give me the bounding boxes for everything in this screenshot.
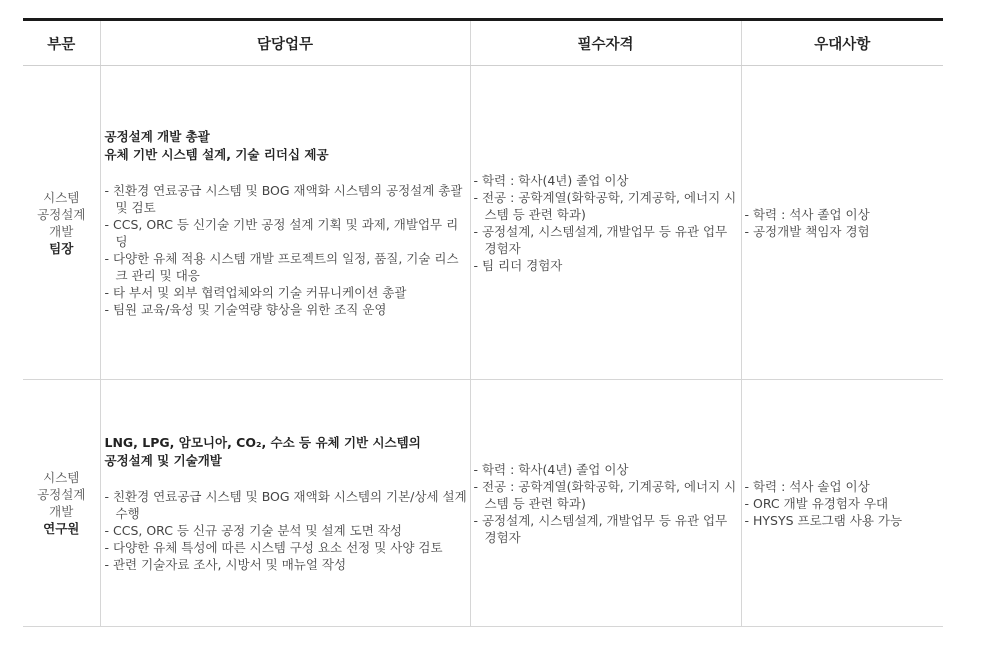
duty-item: - 친환경 연료공급 시스템 및 BOG 재액화 시스템의 기본/상세 설계 수행 bbox=[105, 488, 470, 522]
column-header-duties: 담당업무 bbox=[100, 20, 470, 66]
duty-item: - 타 부서 및 외부 협력업체와의 기술 커뮤니케이션 총괄 bbox=[105, 284, 470, 301]
dept-line: 개발 bbox=[49, 223, 74, 239]
preference-item: - ORC 개발 유경험자 우대 bbox=[745, 495, 944, 512]
table-row bbox=[23, 66, 943, 380]
duty-list bbox=[105, 182, 470, 318]
dept-line: 시스템 bbox=[43, 189, 80, 205]
column-header-preferences: 우대사항 bbox=[741, 20, 943, 66]
column-header-requirements: 필수자격 bbox=[470, 20, 741, 66]
duty-item: - 관련 기술자료 조사, 시방서 및 매뉴얼 작성 bbox=[105, 556, 470, 573]
dept-cell bbox=[23, 66, 100, 380]
role-title: 연구원 bbox=[43, 521, 80, 536]
dept-line: 개발 bbox=[49, 504, 74, 519]
duty-summary-line: LNG, LPG, 암모니아, CO₂, 수소 등 유체 기반 시스템의 bbox=[104, 434, 421, 450]
dept-line: 시스템 bbox=[43, 470, 80, 485]
duty-item: - CCS, ORC 등 신기술 기반 공정 설계 기획 및 과제, 개발업무 리딩 bbox=[105, 216, 470, 250]
dept-line: 공정설계 bbox=[37, 487, 86, 502]
role-title: 팀장 bbox=[49, 240, 74, 256]
duty-item: - CCS, ORC 등 신규 공정 기술 분석 및 설계 도면 작성 bbox=[105, 522, 470, 539]
duty-item: - 친환경 연료공급 시스템 및 BOG 재액화 시스템의 공정설계 총괄 및 검토 bbox=[105, 182, 470, 216]
duties-cell bbox=[100, 66, 470, 380]
duties-cell bbox=[100, 380, 470, 627]
preference-item: - 학력 : 석사 졸업 이상 bbox=[745, 206, 944, 223]
requirement-list bbox=[474, 172, 741, 274]
dept-cell bbox=[23, 380, 100, 627]
table-header-row bbox=[23, 20, 943, 66]
duty-item: - 팀원 교육/육성 및 기술역량 향상을 위한 조직 운영 bbox=[105, 301, 470, 318]
preference-item: - 공정개발 책임자 경험 bbox=[745, 223, 944, 240]
preference-list bbox=[745, 206, 944, 240]
preference-item: - HYSYS 프로그램 사용 가능 bbox=[745, 512, 944, 529]
preference-item: - 학력 : 석사 솔업 이상 bbox=[745, 478, 944, 495]
duty-summary-line: 유체 기반 시스템 설계, 기술 리더십 제공 bbox=[104, 146, 329, 162]
requirement-item: - 공정설계, 시스템설계, 개발업무 등 유관 업무 경험자 bbox=[474, 512, 741, 546]
requirements-cell bbox=[470, 380, 741, 627]
duty-summary-line: 공정설계 개발 총괄 bbox=[104, 128, 210, 144]
requirement-item: - 학력 : 학사(4년) 졸업 이상 bbox=[474, 461, 741, 478]
duty-item: - 다양한 유체 특성에 따른 시스템 구성 요소 선정 및 사양 검토 bbox=[105, 539, 470, 556]
duty-item: - 다양한 유체 적용 시스템 개발 프로젝트의 일정, 품질, 기술 리스크 관리 및 대응 bbox=[105, 250, 470, 284]
column-header-dept: 부문 bbox=[23, 20, 100, 66]
preferences-cell bbox=[741, 380, 943, 627]
dept-line: 공정설계 bbox=[37, 206, 86, 222]
duty-summary bbox=[105, 128, 470, 164]
duty-summary bbox=[105, 434, 470, 470]
preferences-cell bbox=[741, 66, 943, 380]
table-row bbox=[23, 380, 943, 627]
job-requirements-table bbox=[23, 18, 943, 627]
requirement-item: - 전공 : 공학계열(화학공학, 기계공학, 에너지 시스템 등 관련 학과) bbox=[474, 478, 741, 512]
requirement-item: - 전공 : 공학계열(화학공학, 기계공학, 에너지 시스템 등 관련 학과) bbox=[474, 189, 741, 223]
requirement-item: - 공정설계, 시스템설계, 개발업무 등 유관 업무 경험자 bbox=[474, 223, 741, 257]
requirement-item: - 학력 : 학사(4년) 졸업 이상 bbox=[474, 172, 741, 189]
requirements-cell bbox=[470, 66, 741, 380]
requirement-item: - 팀 리더 경험자 bbox=[474, 257, 741, 274]
duty-list bbox=[105, 488, 470, 573]
duty-summary-line: 공정설계 및 기술개발 bbox=[104, 452, 222, 468]
requirement-list bbox=[474, 461, 741, 546]
preference-list bbox=[745, 478, 944, 529]
job-table-container bbox=[23, 18, 943, 627]
